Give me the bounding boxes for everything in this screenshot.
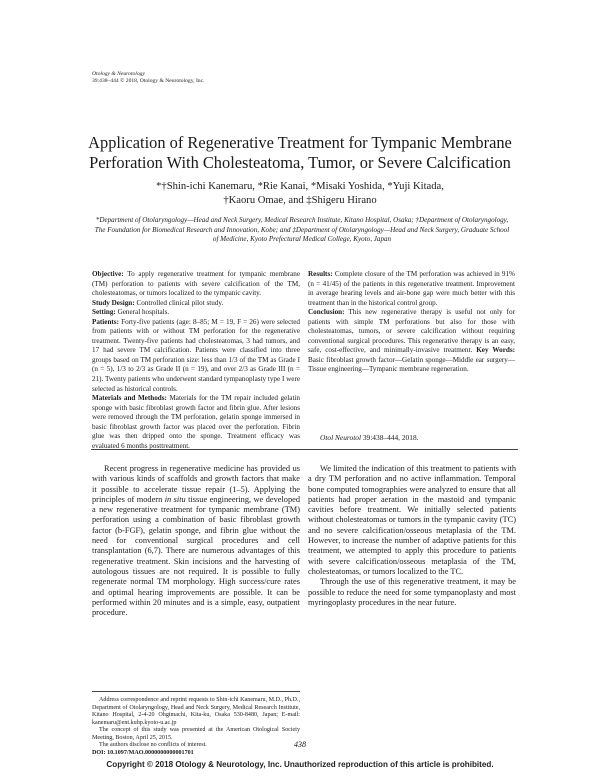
footnotes (92, 697, 300, 757)
body-paragraph-3: Through the use of this regenerative treatment, it may be possible to reduce the need for some tympanoplasty and most myringoplasty procedures in the near future. (308, 577, 516, 607)
authors-line-1: *†Shin-ichi Kanemaru, *Rie Kanai, *Misaki Yoshida, *Yuji Kitada, (156, 181, 444, 192)
p1-italic: in situ (164, 494, 186, 504)
objective-label: Objective: (92, 270, 124, 278)
methods-label: Materials and Methods: (92, 394, 167, 403)
page-number: 438 (294, 740, 306, 749)
body-paragraph-2: We limited the indication of this treatment to patients with a dry TM perforation and no active inflammation. Temporal bone computed tomographies were analyzed to ensure that all patients had proper aeration in the mastoid and tympanic cavities before treatment. We initially selected patients without cholesteatomas or tumors in the tympanic cavity (TC) and no severe calcification/osseous metaplasia of the TM. However, to increase the number of adaptive patients for this treatment, we attempted to apply this procedure to patients with severe calcification/osseous metaplasia of the TM, cholesteatomas, or tumors localized to the TC. (308, 464, 516, 576)
design-label: Study Design: (92, 298, 135, 307)
footnote-presented: The concept of this study was presented at the American Otological Society Meeting, Boston, April 25, 2015. (92, 727, 300, 741)
methods-text: Materials for the TM repair included gelatin sponge with basic fibroblast growth factor and fibrin glue. After lesions were removed through the TM perforation, gelatin sponge immersed in basic fibroblast growth factor was placed over the perforation. Fibrin glue was then dripped onto the sponge. Treatment efficacy was evaluated 6 months posttreatment. (92, 394, 300, 450)
journal-citation: 39:438–444 © 2018, Otology & Neurotology, Inc. (92, 77, 205, 84)
abstract-right-column (308, 270, 515, 375)
article-title: Application of Regenerative Treatment for Tympanic Membrane Perforation With Cholesteatoma, Tumor, or Severe Calcification (88, 133, 512, 172)
authors-line-2: †Kaoru Omae, and ‡Shigeru Hirano (223, 195, 377, 206)
body-left-column (92, 464, 300, 618)
abstract-divider (91, 449, 518, 450)
conclusion-text: This new regenerative therapy is useful not only for patients with simple TM perforations but also for those with cholesteatomas, tumors, or severe calcification without requiring conventional surgical procedures. This regenerative therapy is an easy, safe, cost-effective, and minimally-invasive treatment. (308, 308, 515, 355)
footnote-correspondence: Address correspondence and reprint requests to Shin-ichi Kanemaru, M.D., Ph.D., Department of Otolaryngology, Head and Neck Surgery, Medical Research Institute, Kitano Hospital, 2-4-20 Ohgimachi, Kita-ku, Osaka 530-8480, Japan; E-mail: kanemaru@ent.kuhp.kyoto-u.ac.jp (92, 697, 300, 726)
conclusion-label: Conclusion: (308, 308, 345, 317)
design-text: Controlled clinical pilot study. (136, 298, 224, 307)
results-text: Complete closure of the TM perforation was achieved in 91% (n = 41/45) of the patients in this regenerative treatment. Improvement in average hearing levels and air-bone gap were much better with this treatment than in the historical control group. (308, 270, 516, 307)
p1-start: Recent progress in regenerative medicine has provided us with various kinds of scaffolds and growth factors that make it possible to accelerate tissue repair (1–5). Applying the principles of modern (92, 464, 300, 504)
setting-text: General hospitals. (117, 308, 170, 317)
affiliations: *Department of Otolaryngology—Head and Neck Surgery, Medical Research Institute, Kitano Hospital, Osaka; †Department of Otolaryngology, The Foundation for Biomedical Research and Innovation, Kobe; and ‡Department of Otolaryngology—Head and Neck Surgery, Graduate School of Medicine, Kyoto Prefectural Medical College, Kyoto, Japan (94, 216, 510, 244)
copyright-notice: Copyright © 2018 Otology & Neurotology, Inc. Unauthorized reproduction of this article is prohibited. (106, 760, 494, 769)
abstract-citation (320, 433, 419, 442)
results-label: Results: (308, 270, 333, 278)
patients-text: Forty-five patients (age: 8–85; M = 19, F = 26) were selected from patients with or without TM perforation for the regenerative treatment. Twenty-five patients had cholesteatomas, 3 had tumors, and 17 had severe TM calcification. Patients were classified into three groups based on TM perforation size: less than 1/3 of the TM as Grade I (n = 5), 1/3 to 2/3 as Grade II (n = 19), and over 2/3 as Grade III (n = 21). Twenty patients who underwent standard tympanoplasty type I were selected as historical controls. (92, 317, 300, 393)
keywords-label: Key Words: (476, 346, 515, 355)
body-right-column (308, 464, 516, 608)
journal-name: Otology & Neurotology (92, 71, 145, 77)
footnote-divider (92, 691, 300, 692)
objective-text: To apply regenerative treatment for tympanic membrane (TM) perforation to patients with severe calcification of the TM, cholesteatomas, or tumors localized to the tympanic cavity. (92, 270, 300, 298)
body-paragraph (92, 464, 300, 618)
author-list (60, 180, 540, 208)
citation-ref: 39:438–444, 2018. (362, 433, 419, 442)
patients-label: Patients: (92, 317, 119, 326)
footnote-doi: DOI: 10.1097/MAO.0000000000001701 (92, 749, 194, 756)
p1-end: tissue engineering, we developed a new regenerative treatment for tympanic membrane (TM) perforation using a combination of basic fibroblast growth factor (b-FGF), gelatin sponge, and fibrin glue without the need for conventional surgical procedures and cell transplantation (6,7). There are numerous advantages of this regenerative treatment. Skin incisions and the harvesting of autologous tissues are not required. It is possible to fully regenerate normal TM morphology. High success/cure rates and optimal hearing improvements are possible. It can be performed within 20 minutes and is a simple, easy, outpatient procedure. (92, 494, 300, 618)
abstract-left-column (92, 270, 300, 451)
citation-journal: Otol Neurotol (320, 433, 361, 442)
setting-label: Setting: (92, 308, 116, 317)
journal-header (92, 71, 205, 85)
keywords-text: Basic fibroblast growth factor—Gelatin sponge—Middle ear surgery—Tissue engineering—Tympanic membrane regeneration. (308, 355, 515, 374)
footnote-disclosure: The authors disclose no conflicts of interest. (99, 742, 207, 748)
